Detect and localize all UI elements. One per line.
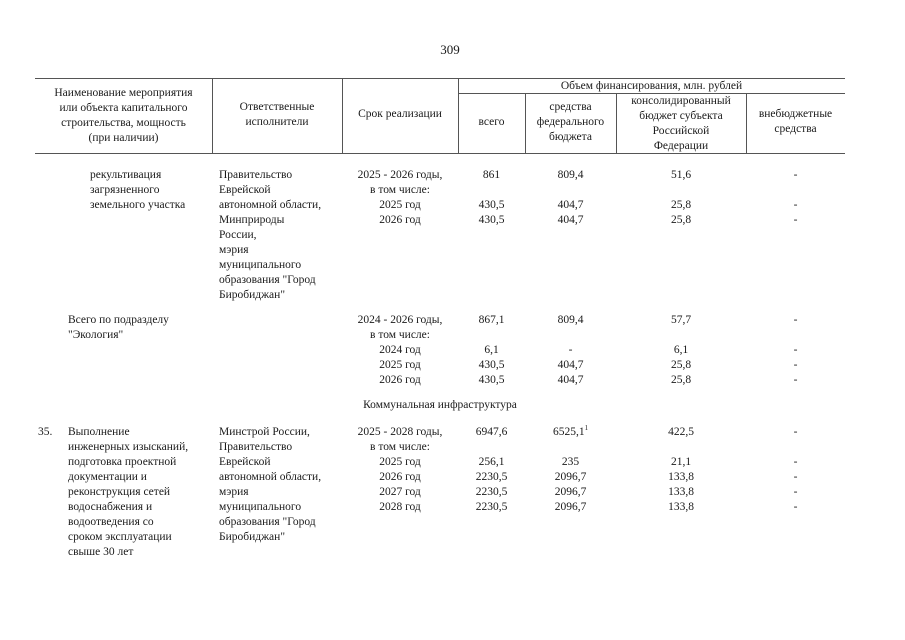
b2-federal: 809,4 - 404,7 404,7	[557, 314, 584, 386]
header-funding-cell: Объем финансирования, млн. рублей	[560, 80, 743, 92]
header-name-cell: Наименование мероприятия или объекта капитального строительства, мощность (при наличии)	[54, 87, 193, 144]
b2-term: 2024 - 2026 годы, в том числе: 2024 год 2025 год 2026 год	[357, 314, 443, 386]
b1-term: 2025 - 2026 годы, в том числе: 2025 год 2026 год	[357, 169, 443, 226]
b1-name: рекультивация загрязненного земельного участка	[90, 169, 186, 211]
b1-regional: 51,6 25,8 25,8	[670, 169, 692, 226]
header-total-cell: всего	[478, 116, 505, 128]
b1-total: 861 430,5 430,5	[478, 169, 505, 226]
b2-extra: - - - -	[793, 314, 798, 386]
b1-extra: - - -	[793, 169, 798, 226]
b3-term: 2025 - 2028 годы, в том числе: 2025 год 2026 год 2027 год 2028 год	[357, 426, 443, 513]
header-responsible-cell: Ответственные исполнители	[239, 101, 315, 128]
header-regional-cell: консолидированный бюджет субъекта Российской Федерации	[631, 95, 731, 152]
b3-federal: 6525,1$^1$ 235 2096,7 2096,7 2096,7	[552, 424, 589, 513]
header-federal-cell: средства федерального бюджета	[536, 101, 605, 143]
b2-name: Всего по подразделу "Экология"	[68, 314, 169, 341]
section-title: Коммунальная инфраструктура	[363, 399, 517, 411]
b2-total: 867,1 6,1 430,5 430,5	[478, 314, 505, 386]
b3-extra: - - - - -	[793, 426, 798, 513]
b3-name: Выполнение инженерных изысканий, подготовка проектной документации и реконструкция сетей водоснабжения и водоотведения со сроком эксплуатации свыше 30 лет	[68, 426, 189, 558]
footnote-mark: 1	[584, 424, 589, 433]
b3-regional: 422,5 21,1 133,8 133,8 133,8	[668, 426, 694, 513]
header-term-cell: Срок реализации	[358, 108, 442, 120]
b3-total: 6947,6 256,1 2230,5 2230,5 2230,5	[475, 426, 508, 513]
header-extra-cell: внебюджетные средства	[758, 108, 833, 135]
b3-number: 35.	[38, 426, 53, 438]
b1-federal: 809,4 404,7 404,7	[557, 169, 584, 226]
b3-responsible: Минстрой России, Правительство Еврейской автономной области, мэрия муниципального образования "Город Биробиджан"	[219, 426, 322, 543]
b1-responsible: Правительство Еврейской автономной области, Минприроды России, мэрия муниципального образования "Город Биробиджан"	[219, 169, 322, 301]
b2-regional: 57,7 6,1 25,8 25,8	[670, 314, 692, 386]
page-number: 309	[440, 42, 460, 57]
